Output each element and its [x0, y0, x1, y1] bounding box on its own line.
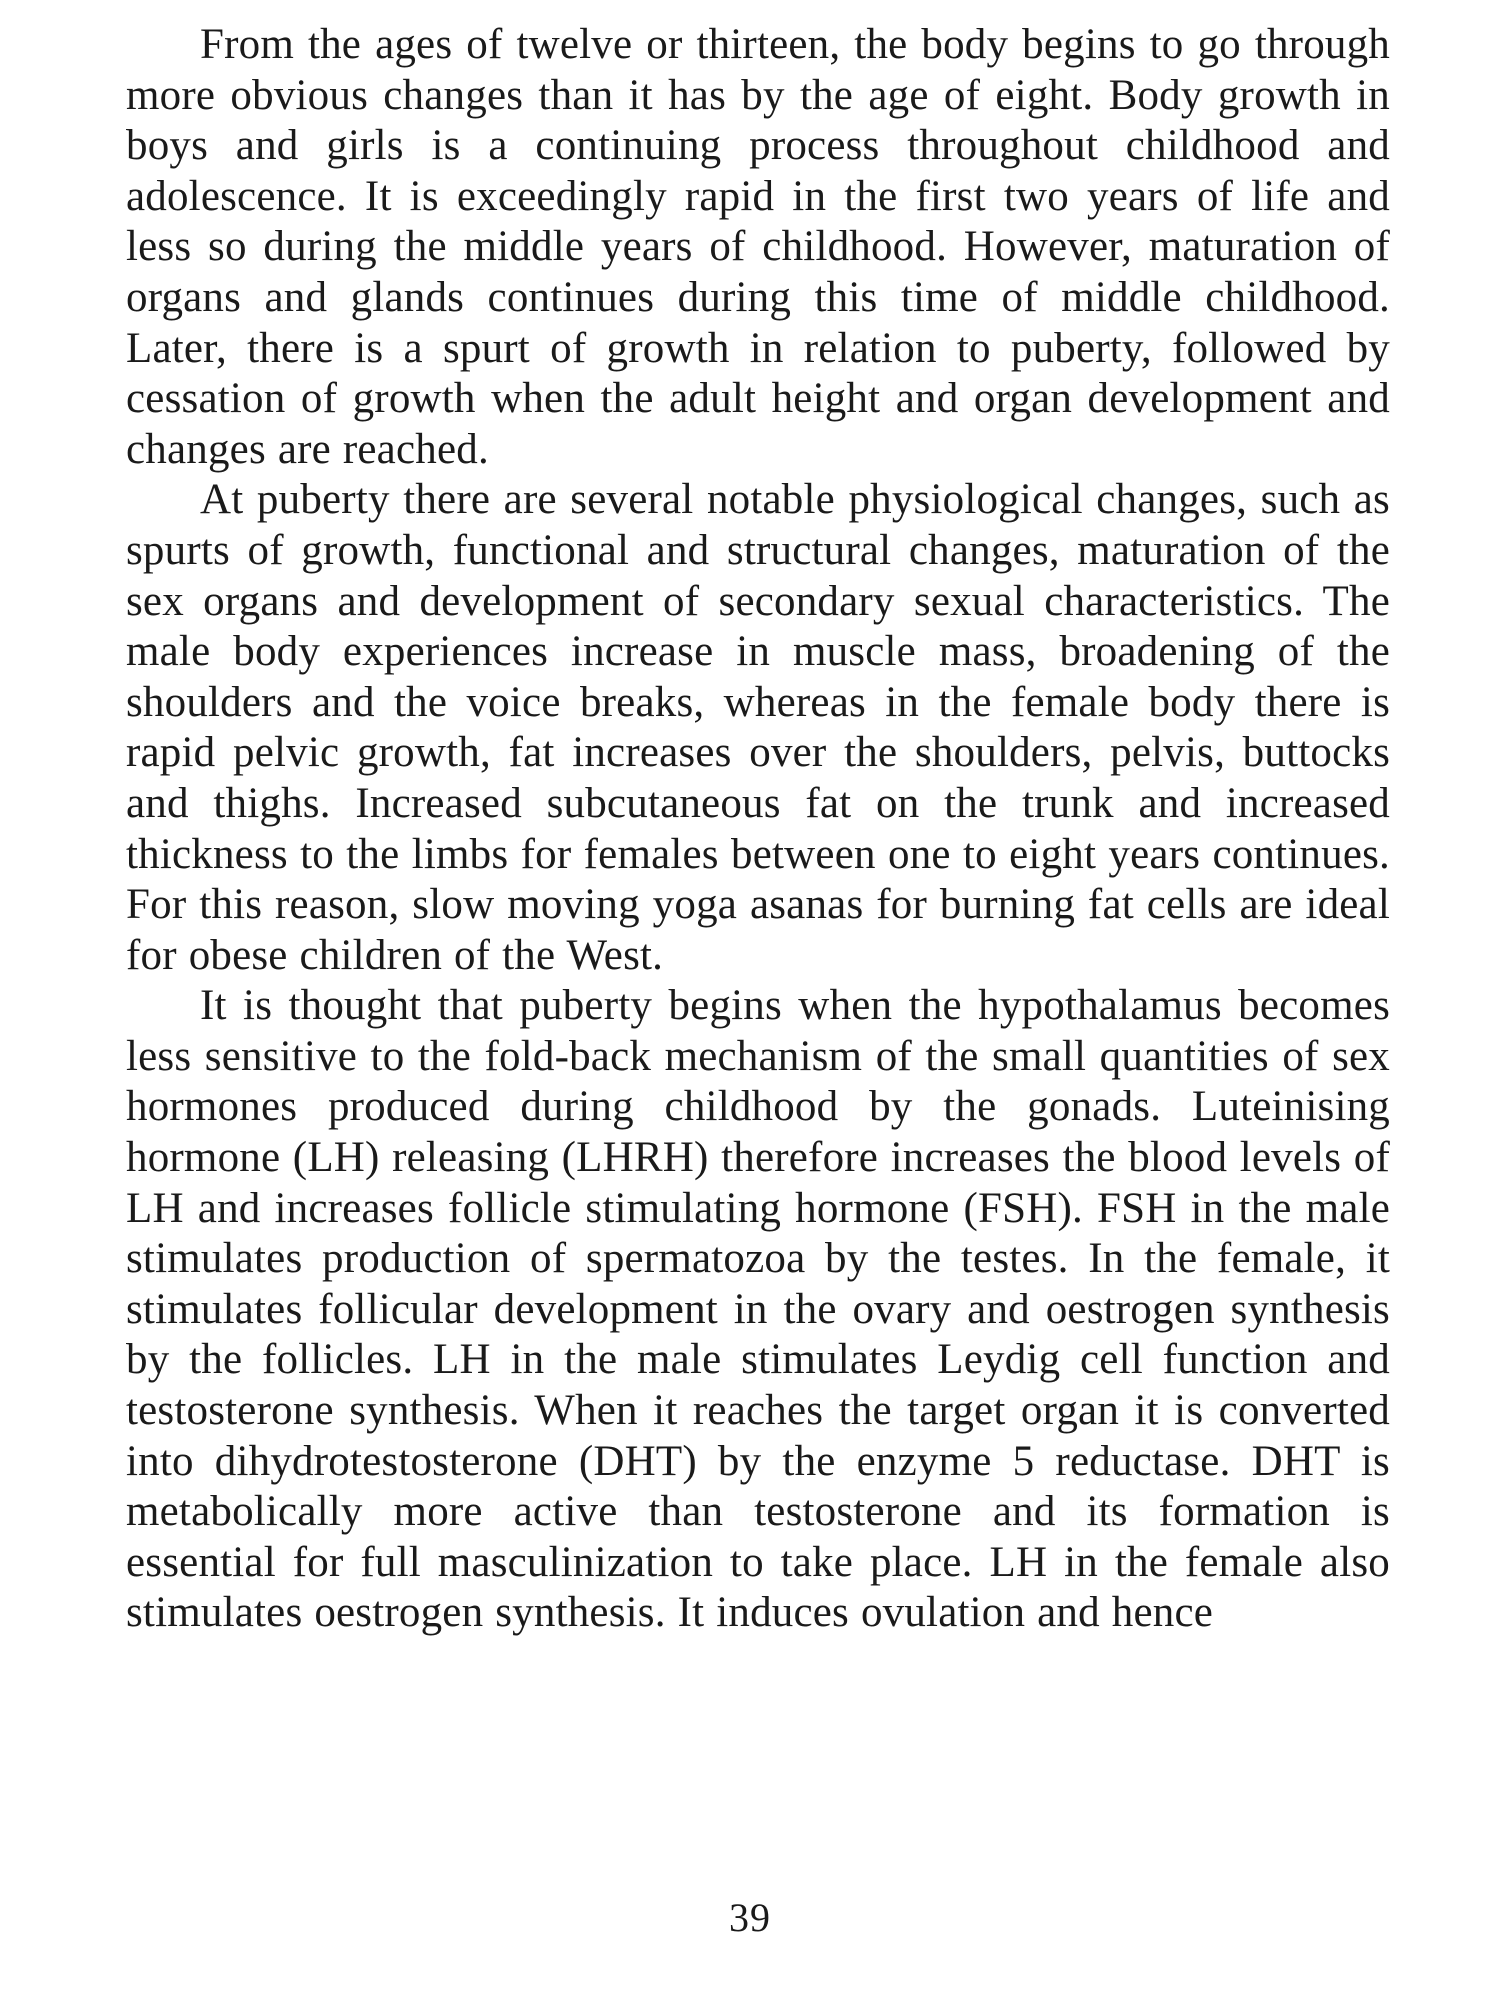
- paragraph-puberty-changes: At puberty there are several notable physiological changes, such as spurts of growth, functional and structural changes, maturation of the sex organs and development of secondary sexual characteristics. The male body experiences increase in muscle mass, broadening of the shoulders and the voice breaks, whereas in the female body there is rapid pelvic growth, fat increases over the shoulders, pelvis, buttocks and thighs. Increased subcutaneous fat on the trunk and increased thickness to the limbs for females between one to eight years continues. For this reason, slow moving yoga asanas for burning fat cells are ideal for obese children of the West.: [126, 476, 1390, 979]
- page-number: 39: [729, 1895, 771, 1940]
- paragraph-hormonal-mechanism: It is thought that puberty begins when the hypothalamus becomes less sensitive to the fold-back mechanism of the small quantities of sex hormones produced during childhood by the gonads. Luteinising hormone (LH) releasing (LHRH) therefore increases the blood levels of LH and increases follicle stimulating hormone (FSH). FSH in the male stimulates production of spermatozoa by the testes. In the female, it stimulates follicular development in the ovary and oestrogen synthesis by the follicles. LH in the male stimulates Leydig cell function and testosterone synthesis. When it reaches the target organ it is converted into dihydrotestosterone (DHT) by the enzyme 5 reductase. DHT is metabolically more active than testosterone and its formation is essential for full masculinization to take place. LH in the female also stimulates oestrogen synthesis. It induces ovulation and hence: [126, 982, 1390, 1637]
- paragraph-growth-overview: From the ages of twelve or thirteen, the body begins to go through more obvious changes than it has by the age of eight. Body growth in boys and girls is a continuing process throughout childhood and adolescence. It is exceedingly rapid in the first two years of life and less so during the middle years of childhood. However, maturation of organs and glands continues during this time of middle childhood. Later, there is a spurt of growth in relation to puberty, followed by cessation of growth when the adult height and organ development and changes are reached.: [126, 21, 1390, 473]
- body-text: [126, 20, 1390, 1639]
